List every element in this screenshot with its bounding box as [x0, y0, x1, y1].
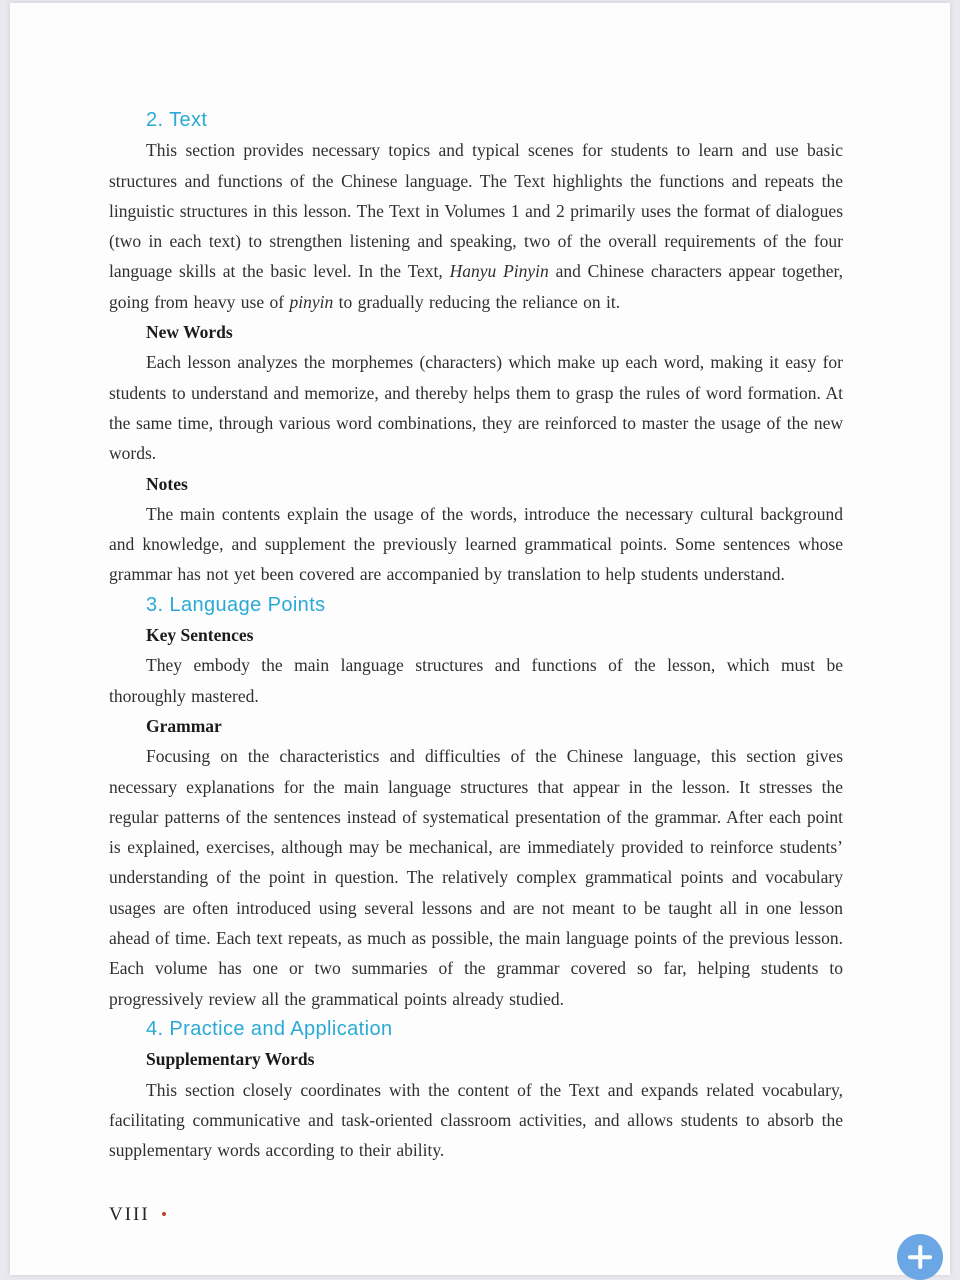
- add-button[interactable]: [897, 1234, 943, 1280]
- section-heading-language-points: 3. Language Points: [146, 593, 326, 616]
- paragraph-grammar: Focusing on the characteristics and difficulties of the Chinese language, this section gives necessary explanations for the main language structures that appear in the lesson. It stresses the regular patterns of the sentences instead of systematical presentation of the grammar. After each point is explained, exercises, although may be mechanical, are immediately provided to reinforce students’ understanding of the point in question. The relatively complex grammatical points and vocabulary usages are often introduced using several lessons and are not meant to be taught all in one lesson ahead of time. Each text repeats, as much as possible, the main language points of the previous lesson. Each volume has one or two summaries of the grammar covered so far, helping students to progressively review all the grammatical points already studied.: [109, 746, 843, 1009]
- plus-icon: [897, 1234, 943, 1280]
- footer-dot: [162, 1212, 166, 1216]
- paragraph-notes: The main contents explain the usage of the words, introduce the necessary cultural background and knowledge, and supplement the previously learned grammatical points. Some sentences whose grammar has not yet been covered are accompanied by translation to help students understand.: [109, 503, 843, 585]
- document-page: [10, 3, 950, 1275]
- subheading-notes: Notes: [146, 473, 188, 494]
- subheading-key-sentences: Key Sentences: [146, 625, 254, 646]
- subheading-new-words: New Words: [146, 322, 233, 343]
- paragraph-new-words: Each lesson analyzes the morphemes (characters) which make up each word, making it easy for students to understand and memorize, and thereby helps them to grasp the rules of word formation. At the same time, through various word combinations, they are reinforced to master the usage of the new words.: [109, 352, 843, 464]
- paragraph-text-section: This section provides necessary topics and typical scenes for students to learn and use basic structures and functions of the Chinese language. The Text highlights the functions and repeats the linguistic structures in this lesson. The Text in Volumes 1 and 2 primarily uses the format of dialogues (two in each text) to strengthen listening and speaking, two of the overall requirements of the four language skills at the basic level. In the Text, Hanyu Pinyin and Chinese characters appear together, going from heavy use of pinyin to gradually reducing the reliance on it.: [109, 140, 844, 312]
- section-heading-text: 2. Text: [146, 109, 208, 131]
- paragraph-supplementary-words: This section closely coordinates with the content of the Text and expands related vocabulary, facilitating communicative and task-oriented classroom activities, and allows students to absorb the supplementary words according to their ability.: [109, 1079, 843, 1161]
- paragraph-key-sentences: They embody the main language structures and functions of the lesson, which must be thoroughly mastered.: [109, 655, 843, 706]
- page-footer: [109, 1204, 166, 1226]
- page-content: [109, 105, 843, 1165]
- subheading-supplementary-words: Supplementary Words: [146, 1049, 315, 1070]
- page-number: VIII: [109, 1204, 150, 1225]
- section-heading-practice-application: 4. Practice and Application: [146, 1017, 393, 1040]
- subheading-grammar: Grammar: [146, 715, 222, 736]
